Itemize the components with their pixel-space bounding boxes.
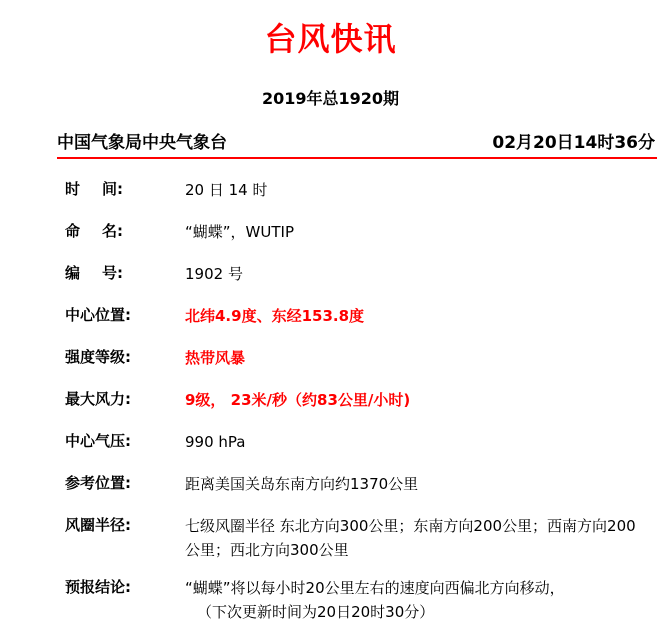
value-name: “蝴蝶”，WUTIP: [185, 223, 294, 241]
label-wind-radius: 风圈半径:: [65, 516, 131, 534]
label-number: [65, 262, 175, 283]
issuer-name: 中国气象局中央气象台: [57, 133, 227, 153]
value-time: 20 日 14 时: [185, 181, 268, 199]
label-intensity: 强度等级:: [65, 348, 131, 366]
value-forecast: [185, 576, 655, 624]
label-name: [65, 220, 175, 241]
label-time: [65, 178, 175, 199]
bulletin-header: [57, 128, 655, 153]
label-number-char2: 号:: [102, 264, 123, 282]
label-max-wind: 最大风力:: [65, 390, 131, 408]
value-reference-position: 距离美国关岛东南方向约1370公里: [185, 475, 419, 493]
header-divider: [57, 157, 657, 159]
label-pressure: 中心气压:: [65, 432, 131, 450]
value-number: 1902 号: [185, 265, 243, 283]
label-reference-position: 参考位置:: [65, 474, 131, 492]
label-time-char2: 间:: [102, 180, 123, 198]
issue-number: 2019年总1920期: [261, 89, 400, 108]
label-time-char1: 时: [65, 180, 81, 198]
value-center-position: 北纬4.9度、东经153.8度: [185, 307, 365, 325]
label-center-position: 中心位置:: [65, 306, 131, 324]
value-intensity: 热带风暴: [185, 349, 246, 367]
label-forecast: 预报结论:: [65, 578, 131, 596]
value-max-wind: 9级， 23米/秒（约83公里/小时): [185, 391, 411, 409]
bulletin-title: 台风快讯: [264, 20, 397, 58]
label-number-char1: 编: [65, 264, 81, 282]
label-name-char2: 名:: [102, 222, 123, 240]
forecast-line-1: “蝴蝶”将以每小时20公里左右的速度向西偏北方向移动，: [185, 579, 565, 597]
issue-datetime: 02月20日14时36分: [492, 133, 655, 153]
forecast-line-2: （下次更新时间为20日20时30分）: [197, 603, 435, 621]
value-pressure: 990 hPa: [185, 433, 246, 451]
label-name-char1: 命: [65, 222, 81, 240]
value-wind-radius: 七级风圈半径 东北方向300公里；东南方向200公里；西南方向200公里；西北方向300公里: [185, 517, 636, 559]
